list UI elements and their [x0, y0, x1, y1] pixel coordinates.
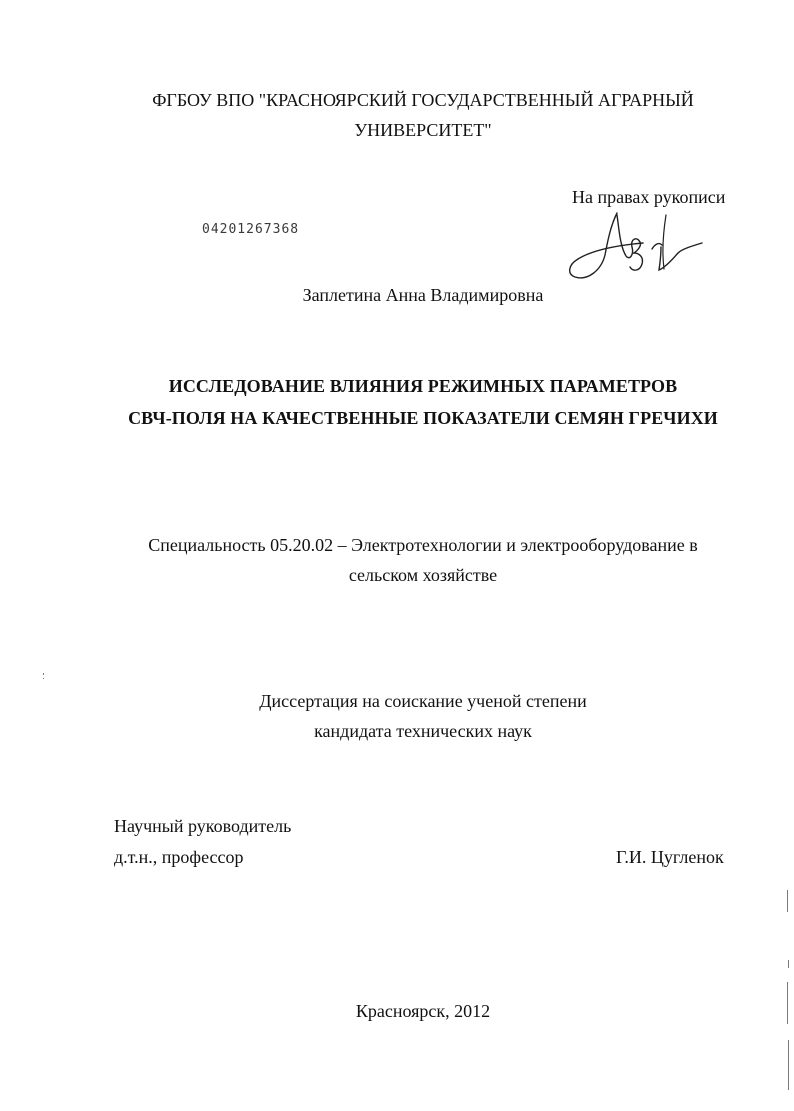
institution-line-2: УНИВЕРСИТЕТ" [354, 120, 492, 140]
supervisor-name: Г.И. Цугленок [616, 847, 724, 867]
scan-mark [788, 1040, 789, 1090]
manuscript-rights-label: На правах рукописи [572, 187, 726, 207]
specialty-line-2: сельском хозяйстве [348, 565, 498, 585]
scan-mark [787, 890, 788, 912]
institution-line-1: ФГБОУ ВПО "КРАСНОЯРСКИЙ ГОСУДАРСТВЕННЫЙ АГРАРНЫЙ [152, 90, 694, 110]
author-name: Заплетина Анна Владимировна [302, 285, 544, 305]
place-and-year: Красноярск, 2012 [355, 1001, 491, 1021]
supervisor-credentials: д.т.н., профессор [114, 847, 244, 867]
registration-number: 04201267368 [202, 222, 300, 237]
scan-mark [43, 678, 44, 679]
handwritten-signature [563, 205, 713, 285]
scan-mark [787, 982, 788, 1024]
scan-mark [43, 673, 44, 675]
degree-line-1: Диссертация на соискание ученой степени [259, 691, 587, 711]
scan-mark [788, 960, 789, 968]
degree-line-2: кандидата технических наук [314, 721, 532, 741]
dissertation-title-line-1: ИССЛЕДОВАНИЕ ВЛИЯНИЯ РЕЖИМНЫХ ПАРАМЕТРОВ [168, 376, 678, 396]
supervisor-label: Научный руководитель [114, 816, 292, 836]
specialty-line-1: Специальность 05.20.02 – Электротехнологии и электрооборудование в [148, 535, 698, 555]
dissertation-title-line-2: СВЧ-ПОЛЯ НА КАЧЕСТВЕННЫЕ ПОКАЗАТЕЛИ СЕМЯН ГРЕЧИХИ [128, 408, 718, 428]
